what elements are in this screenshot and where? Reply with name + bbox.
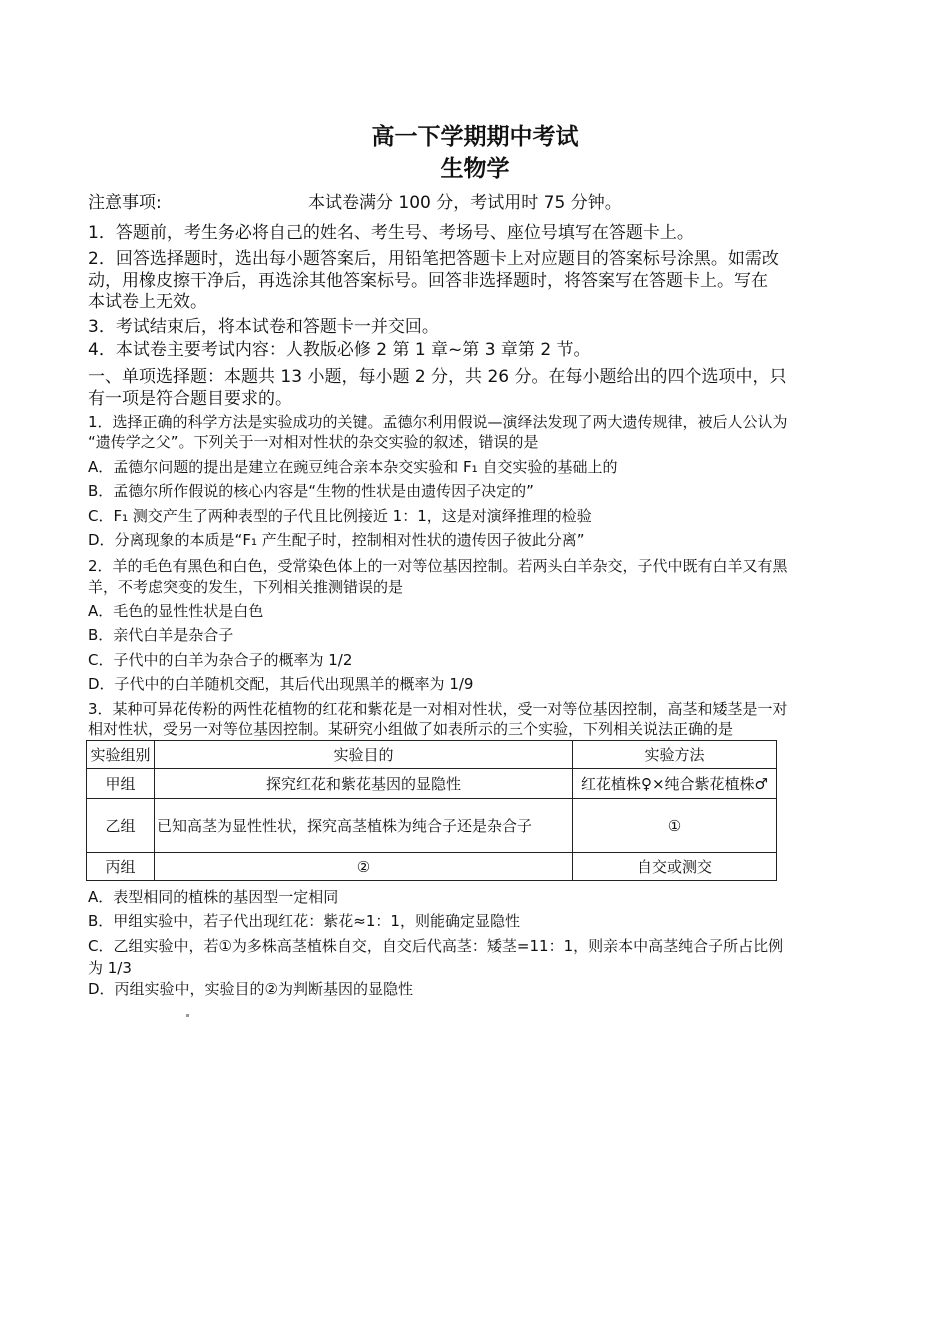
q1-stem-cont: “遗传学之父”。下列关于一对相对性状的杂交实验的叙述，错误的是 — [88, 433, 539, 451]
section-heading: 一、单项选择题：本题共 13 小题，每小题 2 分，共 26 分。在每小题给出的四个选项中，只 — [88, 367, 787, 387]
table-cell: 乙组 — [87, 799, 155, 853]
experiment-table — [86, 740, 777, 881]
q1-option-b: B．孟德尔所作假说的核心内容是“生物的性状是由遗传因子决定的” — [88, 482, 534, 500]
q1-option-c: C．F₁ 测交产生了两种表型的子代且比例接近 1：1，这是对演绎推理的检验 — [88, 507, 592, 525]
table-cell: ① — [573, 799, 777, 853]
table-cell: 自交或测交 — [573, 853, 777, 881]
q2-stem: 2．羊的毛色有黑色和白色，受常染色体上的一对等位基因控制。若两头白羊杂交，子代中既有白羊又有黑 — [88, 557, 788, 575]
q3-stem: 3．某种可异花传粉的两性花植物的红花和紫花是一对相对性状，受一对等位基因控制，高茎和矮茎是一对 — [88, 700, 788, 718]
notice-item: 3．考试结束后，将本试卷和答题卡一并交回。 — [88, 317, 439, 337]
table-header-cell: 实验组别 — [87, 741, 155, 769]
q3-option-a: A．表型相同的植株的基因型一定相同 — [88, 888, 339, 906]
q3-option-c-cont: 为 1/3 — [88, 959, 132, 977]
notice-item: 本试卷上无效。 — [88, 292, 207, 312]
q2-stem-cont: 羊，不考虑突变的发生，下列相关推测错误的是 — [88, 578, 404, 596]
table-cell: 丙组 — [87, 853, 155, 881]
q2-option-d: D．子代中的白羊随机交配，其后代出现黑羊的概率为 1/9 — [88, 675, 474, 693]
q3-option-b: B．甲组实验中，若子代出现红花：紫花≈1：1，则能确定显隐性 — [88, 912, 520, 930]
notice-item: 动，用橡皮擦干净后，再选涂其他答案标号。回答非选择题时，将答案写在答题卡上。写在 — [88, 271, 768, 291]
table-cell: 甲组 — [87, 769, 155, 799]
table-cell: ② — [155, 853, 573, 881]
notice-item: 2．回答选择题时，选出每小题答案后，用铅笔把答题卡上对应题目的答案标号涂黑。如需改 — [88, 249, 779, 269]
table-header-row — [87, 741, 777, 769]
exam-subject: 生物学 — [440, 156, 510, 182]
stray-dot — [186, 1014, 189, 1017]
exam-title: 高一下学期期中考试 — [371, 124, 579, 150]
table-row — [87, 853, 777, 881]
table-cell: 探究红花和紫花基因的显隐性 — [155, 769, 573, 799]
q2-option-b: B．亲代白羊是杂合子 — [88, 626, 234, 644]
table-header-cell: 实验目的 — [155, 741, 573, 769]
table-cell: 已知高茎为显性性状，探究高茎植株为纯合子还是杂合子 — [155, 799, 573, 853]
section-heading-cont: 有一项是符合题目要求的。 — [88, 389, 292, 409]
q2-option-c: C．子代中的白羊为杂合子的概率为 1/2 — [88, 651, 353, 669]
q3-option-c: C．乙组实验中，若①为多株高茎植株自交，自交后代高茎：矮茎=11：1，则亲本中高茎纯合子所占比例 — [88, 937, 784, 955]
notice-item: 4．本试卷主要考试内容：人教版必修 2 第 1 章~第 3 章第 2 节。 — [88, 340, 591, 360]
q1-stem: 1．选择正确的科学方法是实验成功的关键。孟德尔利用假说—演绎法发现了两大遗传规律，被后人公认为 — [88, 413, 788, 431]
notice-label: 注意事项: — [88, 193, 162, 213]
q2-option-a: A．毛色的显性性状是白色 — [88, 602, 264, 620]
table-header-cell: 实验方法 — [573, 741, 777, 769]
q1-option-a: A．孟德尔问题的提出是建立在豌豆纯合亲本杂交实验和 F₁ 自交实验的基础上的 — [88, 458, 618, 476]
q1-option-d: D．分离现象的本质是“F₁ 产生配子时，控制相对性状的遗传因子彼此分离” — [88, 531, 585, 549]
table-row — [87, 799, 777, 853]
table-row — [87, 769, 777, 799]
q3-option-d: D．丙组实验中，实验目的②为判断基因的显隐性 — [88, 980, 413, 998]
q3-stem-cont: 相对性状，受另一对等位基因控制。某研究小组做了如表所示的三个实验，下列相关说法正确的是 — [88, 720, 734, 738]
table-cell: 红花植株♀×纯合紫花植株♂ — [573, 769, 777, 799]
notice-summary: 本试卷满分 100 分，考试用时 75 分钟。 — [308, 193, 622, 213]
notice-item: 1．答题前，考生务必将自己的姓名、考生号、考场号、座位号填写在答题卡上。 — [88, 223, 694, 243]
